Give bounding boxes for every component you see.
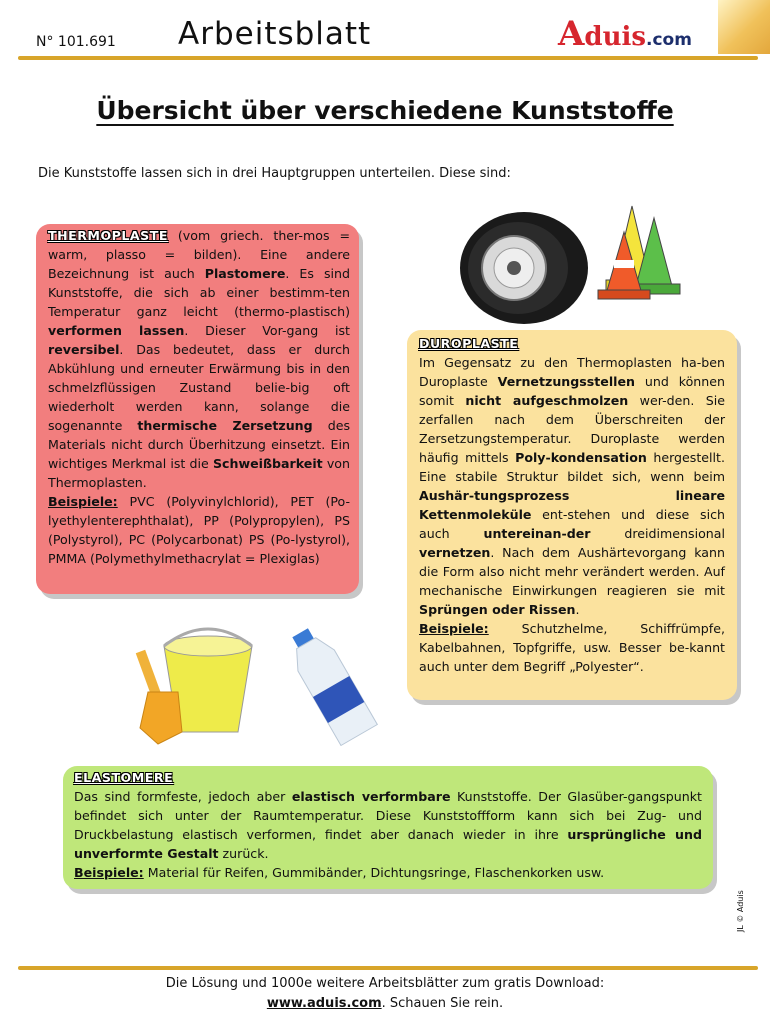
examples-label: Beispiele: xyxy=(74,865,144,880)
brand-logo-initial: A xyxy=(558,14,585,54)
brand-logo-name: duis xyxy=(584,22,646,52)
text-run: Im Gegensatz zu den Thermoplasten ha-ben Duroplaste xyxy=(419,355,725,389)
text-run: . Dieser Vor-gang ist xyxy=(184,323,350,338)
thermoplaste-label: THERMOPLASTE xyxy=(48,228,168,243)
bold-term: untereinan-der xyxy=(483,526,591,541)
text-run: (vom griech. ther-mos = warm, plasso = bilden). Eine andere Bezeichnung ist auch xyxy=(48,228,350,281)
text-run: hergestellt. Eine stabile Struktur bildet sich, wenn beim xyxy=(419,450,725,484)
duroplaste-text xyxy=(419,334,725,676)
page-title: Übersicht über verschiedene Kunststoffe xyxy=(96,96,674,125)
bold-term: thermische Zersetzung xyxy=(137,418,313,433)
text-run: . Nach dem Aushärtevorgang kann die Form also nicht mehr verändert werden. Auf mechanische Einwirkungen reagieren sie mit xyxy=(419,545,725,598)
elastomere-label: ELASTOMERE xyxy=(74,770,174,785)
bold-term: Poly-kondensation xyxy=(515,450,647,465)
text-run: . Es sind Kunststoffe, die sich ab einer bestimm-ten Temperatur ganz leicht (thermo-plastisch) xyxy=(48,266,350,319)
bold-term: Aushär-tungsprozess lineare Kettenmoleküle xyxy=(419,488,725,522)
footer-link-line xyxy=(0,996,770,1011)
bold-term: ursprüngliche und unverformte Gestalt xyxy=(74,827,702,861)
website-link[interactable]: www.aduis.com xyxy=(266,996,382,1011)
bold-term: Vernetzungsstellen xyxy=(497,374,635,389)
text-run: des Materials nicht durch Überhitzung einsetzt. Ein wichtiges Merkmal ist die xyxy=(48,418,350,471)
bold-term: Plastomere xyxy=(204,266,286,281)
examples-text: Schutzhelme, Schiffrümpfe, Kabelbahnen, Topfgriffe, usw. Besser be-kannt auch unter dem Begriff „Polyester“. xyxy=(419,621,725,674)
bold-term: Schweißbarkeit xyxy=(212,456,323,471)
bold-term: reversibel xyxy=(48,342,120,357)
footer-divider xyxy=(18,966,758,970)
duroplaste-label: DUROPLASTE xyxy=(419,336,519,351)
intro-text: Die Kunststoffe lassen sich in drei Hauptgruppen unterteilen. Diese sind: xyxy=(38,166,511,181)
text-run: ent-stehen und diese sich auch xyxy=(419,507,725,541)
examples-label: Beispiele: xyxy=(48,494,118,509)
footer-text: Die Lösung und 1000e weitere Arbeitsblätter zum gratis Download: xyxy=(165,976,605,991)
examples-text: PVC (Polyvinylchlorid), PET (Po-lyethylenterephthalat), PP (Polypropylen), PS (Polystyrol), PC (Polycarbonat) PS (Po-lystyrol), PMMA (Polymethylmethacrylat = Plexiglas) xyxy=(48,494,350,566)
text-run: . Das bedeutet, dass er durch Abkühlung und erneuter Erwärmung bis in den schmelzflüssigen Zustand belie-big oft wiederholt werden kann, solange die sogenannte xyxy=(48,342,350,433)
sand-bucket-illustration xyxy=(134,632,258,748)
examples-label: Beispiele: xyxy=(419,621,489,636)
header-divider xyxy=(18,56,758,60)
traffic-cones-illustration xyxy=(596,204,708,300)
document-number: N° 101.691 xyxy=(36,34,116,50)
text-run: dreidimensional xyxy=(590,526,725,541)
bold-term: nicht aufgeschmolzen xyxy=(465,393,629,408)
wheel-illustration xyxy=(452,204,592,324)
bold-term: verformen lassen xyxy=(48,323,185,338)
document-type-heading: Arbeitsblatt xyxy=(178,16,372,52)
text-run: wer-den. Sie zerfallen nach dem Überschreiten der Zersetzungstemperatur. Duroplaste werden häufig mittels xyxy=(419,393,725,465)
bold-term: Sprüngen oder Rissen xyxy=(419,602,576,617)
corner-decoration xyxy=(718,0,770,54)
text-run: zurück. xyxy=(218,846,269,861)
elastomere-text xyxy=(74,768,702,882)
text-run: Kunststoffe. Der Glasüber-gangspunkt befindet sich unter der Raumtemperatur. Diese Kunststoffform kann sich bei Zug- und Druckbelastung elastisch verformen, findet aber danach wieder in ihre xyxy=(74,789,702,842)
examples-text: Material für Reifen, Gummibänder, Dichtungsringe, Flaschenkorken usw. xyxy=(143,865,605,880)
copyright-note: JL © Aduis xyxy=(736,890,745,932)
text-run: . xyxy=(575,602,580,617)
text-run: Das sind formfeste, jedoch aber xyxy=(74,789,292,804)
bold-term: vernetzen xyxy=(419,545,491,560)
thermoplaste-text xyxy=(48,226,350,568)
bold-term: elastisch verformbare xyxy=(291,789,451,804)
text-run: von Thermoplasten. xyxy=(48,456,350,490)
plastic-bottle-illustration xyxy=(276,624,388,748)
brand-logo[interactable] xyxy=(558,14,692,54)
text-run: und können somit xyxy=(419,374,725,408)
footer-text-rest: . Schauen Sie rein. xyxy=(381,996,504,1011)
brand-logo-tld: .com xyxy=(646,30,692,50)
